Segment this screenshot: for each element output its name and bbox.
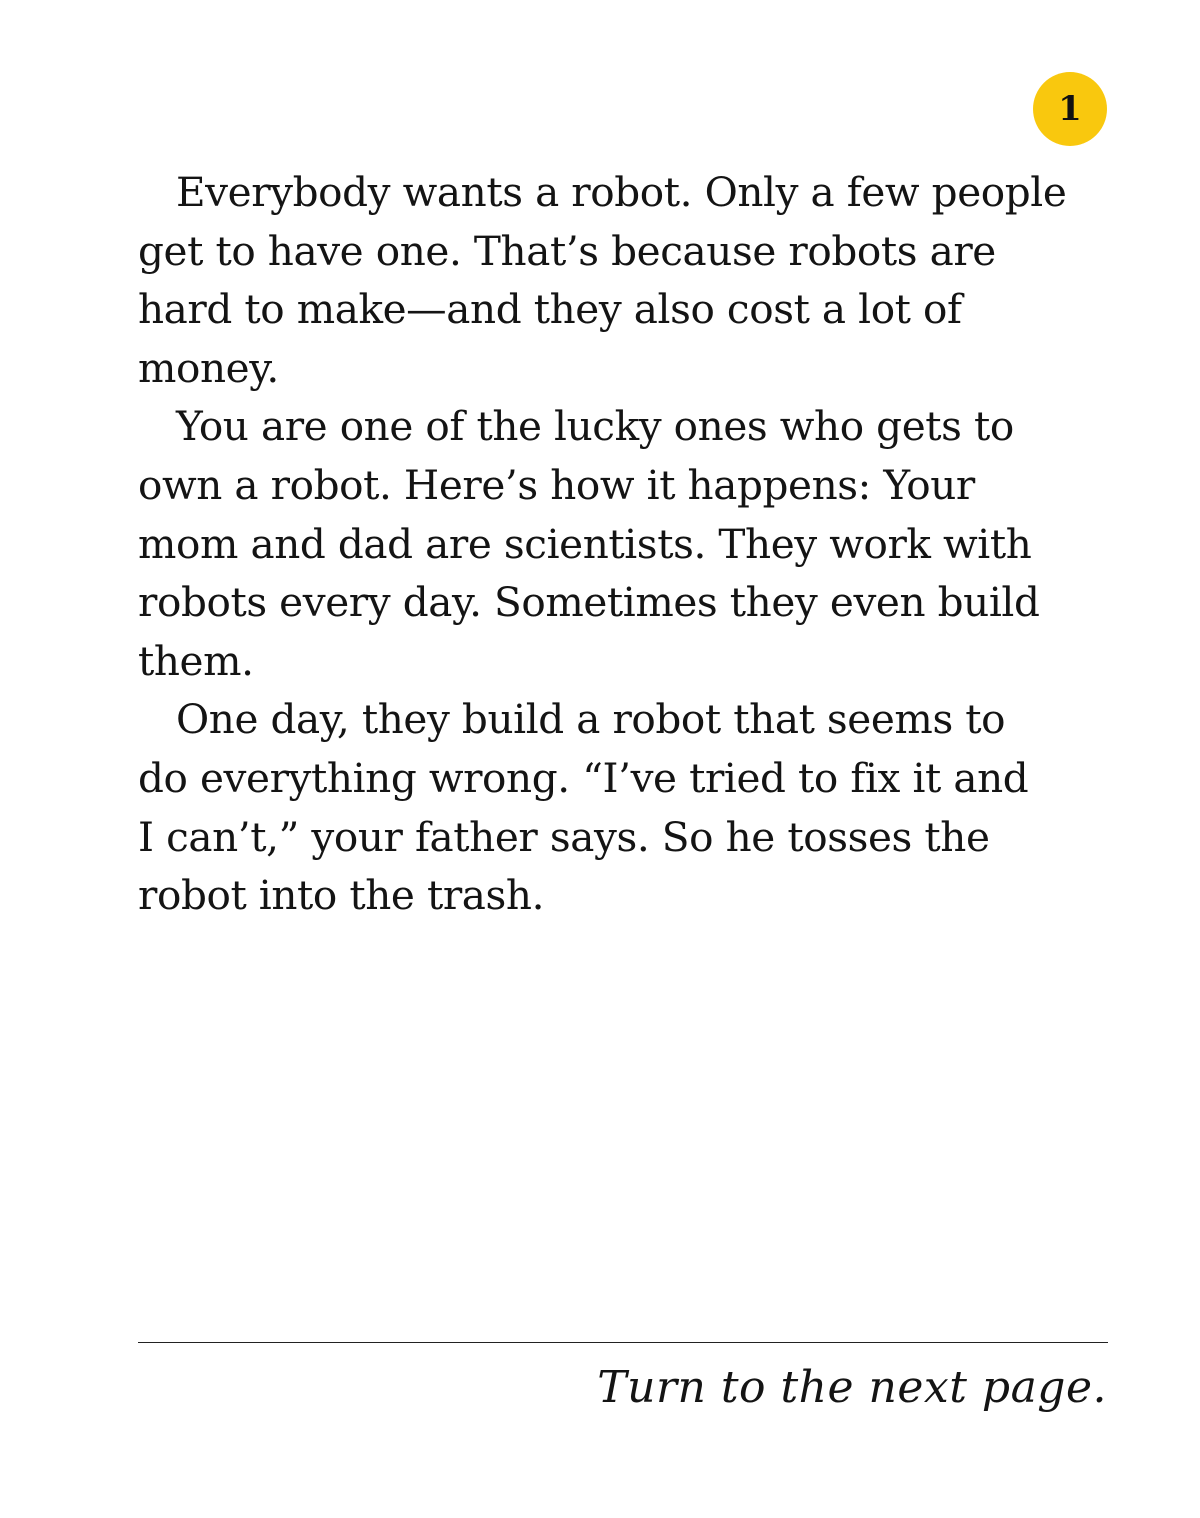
story-line: them. [138, 636, 254, 685]
turn-page-instruction: Turn to the next page. [597, 1362, 1107, 1413]
page-number: 1 [1058, 89, 1082, 129]
story-line: money. [138, 343, 279, 392]
footer-divider [138, 1342, 1108, 1343]
story-line: robot into the trash. [138, 871, 545, 920]
story-text [138, 163, 1118, 925]
story-paragraph-3 [138, 690, 1118, 924]
story-line: I can’t,” your father says. So he tosses the [138, 812, 990, 861]
story-line: mom and dad are scientists. They work with [138, 519, 1032, 568]
story-line: You are one of the lucky ones who gets to [176, 402, 1014, 451]
story-line: get to have one. That’s because robots are [138, 226, 996, 275]
story-line: robots every day. Sometimes they even build [138, 578, 1040, 627]
story-line: One day, they build a robot that seems to [176, 695, 1006, 744]
story-paragraph-1 [138, 163, 1118, 397]
story-line: hard to make—and they also cost a lot of [138, 285, 962, 334]
story-line: own a robot. Here’s how it happens: Your [138, 460, 975, 509]
story-line: Everybody wants a robot. Only a few people [176, 168, 1067, 216]
story-paragraph-2 [138, 397, 1118, 690]
story-line: do everything wrong. “I’ve tried to fix it and [138, 753, 1029, 802]
page-number-badge [1033, 72, 1107, 146]
